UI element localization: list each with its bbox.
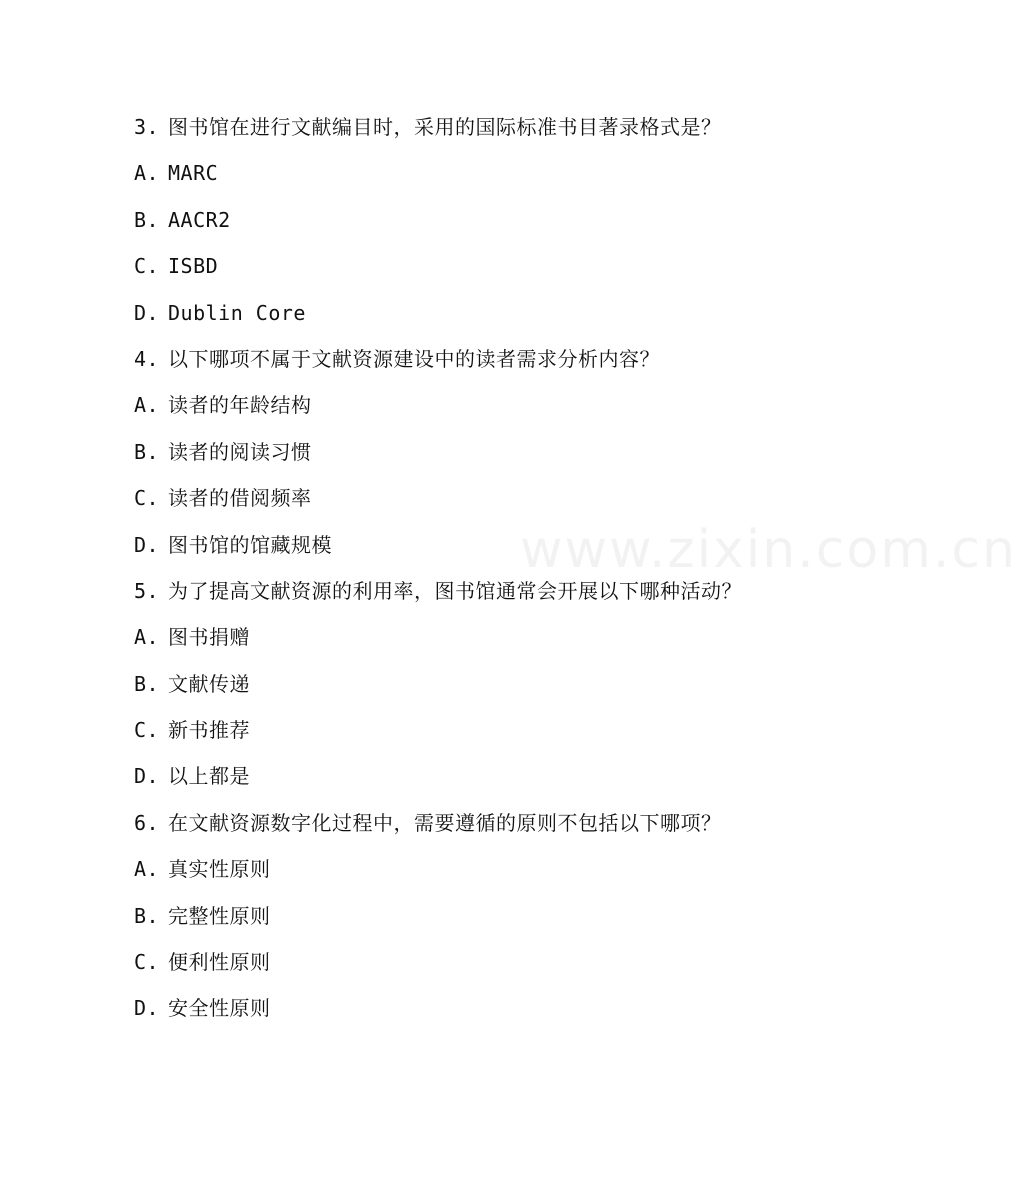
option-letter: D. <box>134 300 160 325</box>
option-4c <box>134 475 894 521</box>
option-text: Dublin Core <box>168 300 306 325</box>
option-text: 完整性原则 <box>168 903 271 928</box>
watermark: www.zixin.com.cn <box>520 520 1017 580</box>
option-letter: C. <box>134 486 160 511</box>
question-number: 6. <box>134 810 160 835</box>
option-text: AACR2 <box>168 207 231 232</box>
option-letter: C. <box>134 950 160 975</box>
question-number: 5. <box>134 578 160 603</box>
option-6c <box>134 939 894 985</box>
option-letter: C. <box>134 718 160 743</box>
option-letter: B. <box>134 671 160 696</box>
option-5b <box>134 661 894 707</box>
option-5c <box>134 707 894 753</box>
option-text: 图书馆的馆藏规模 <box>168 532 332 557</box>
option-text: 便利性原则 <box>168 950 271 975</box>
question-text: 以下哪项不属于文献资源建设中的读者需求分析内容？ <box>168 346 660 371</box>
option-text: 真实性原则 <box>168 857 271 882</box>
option-letter: A. <box>134 161 160 186</box>
option-letter: D. <box>134 764 160 789</box>
option-text: 图书捐赠 <box>168 625 250 650</box>
question-text: 图书馆在进行文献编目时，采用的国际标准书目著录格式是？ <box>168 115 722 139</box>
option-text: 文献传递 <box>168 671 250 696</box>
option-4b <box>134 429 894 475</box>
option-text: 以上都是 <box>168 764 250 789</box>
question-list <box>134 104 894 1032</box>
option-3d <box>134 290 894 336</box>
option-6d <box>134 985 894 1031</box>
option-text: 读者的借阅频率 <box>168 486 312 511</box>
option-5a <box>134 614 894 660</box>
option-4d <box>134 522 894 568</box>
option-text: ISBD <box>168 254 219 279</box>
question-6 <box>134 800 894 846</box>
option-6b <box>134 893 894 939</box>
option-4a <box>134 382 894 428</box>
question-3 <box>134 104 894 150</box>
option-3a <box>134 150 894 196</box>
option-letter: C. <box>134 254 160 279</box>
option-letter: A. <box>134 625 160 650</box>
question-number: 3. <box>134 115 160 139</box>
option-letter: A. <box>134 857 160 882</box>
option-text: 读者的年龄结构 <box>168 393 312 418</box>
option-text: MARC <box>168 161 219 186</box>
option-letter: B. <box>134 207 160 232</box>
option-letter: D. <box>134 996 160 1021</box>
option-text: 安全性原则 <box>168 996 271 1021</box>
option-letter: B. <box>134 903 160 928</box>
question-text: 为了提高文献资源的利用率，图书馆通常会开展以下哪种活动？ <box>168 578 742 603</box>
option-text: 读者的阅读习惯 <box>168 439 312 464</box>
option-3b <box>134 197 894 243</box>
question-4 <box>134 336 894 382</box>
option-letter: D. <box>134 532 160 557</box>
question-5 <box>134 568 894 614</box>
option-text: 新书推荐 <box>168 718 250 743</box>
question-text: 在文献资源数字化过程中，需要遵循的原则不包括以下哪项？ <box>168 810 722 835</box>
option-letter: B. <box>134 439 160 464</box>
option-5d <box>134 753 894 799</box>
option-letter: A. <box>134 393 160 418</box>
option-3c <box>134 243 894 289</box>
option-6a <box>134 846 894 892</box>
question-number: 4. <box>134 346 160 371</box>
